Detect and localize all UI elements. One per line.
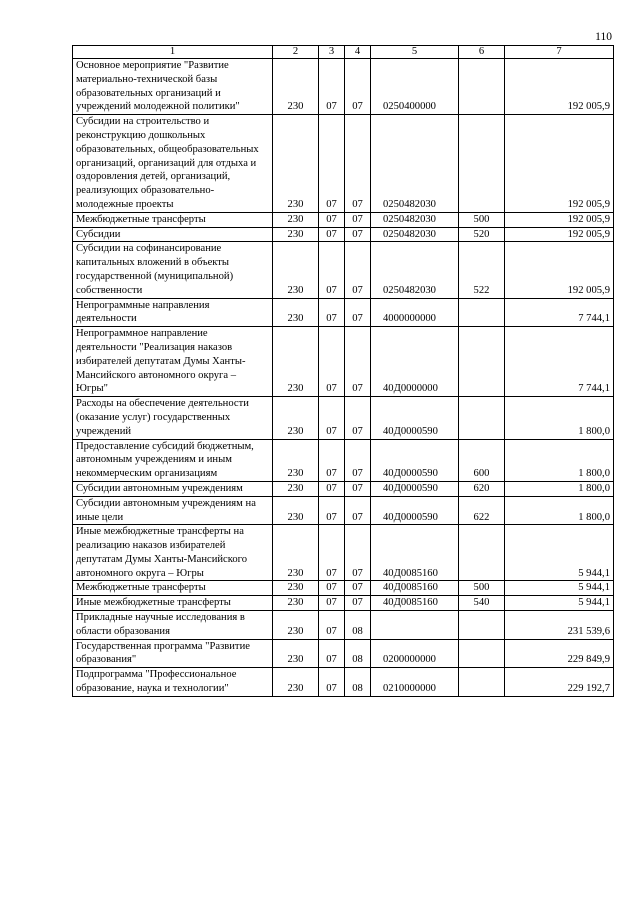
row-section-cell: 07 bbox=[319, 596, 345, 611]
header-cell: 3 bbox=[319, 46, 345, 59]
row-grbs-cell: 230 bbox=[273, 525, 319, 581]
row-expense-type-cell: 522 bbox=[459, 242, 505, 298]
row-target-article-cell: 0250482030 bbox=[371, 242, 459, 298]
row-expense-type-cell bbox=[459, 327, 505, 397]
row-name-cell: Предоставление субсидий бюджетным, автономным учреждениям и иным некоммерческим организациям bbox=[73, 439, 273, 481]
row-subsection-cell: 07 bbox=[345, 581, 371, 596]
table-row bbox=[73, 242, 614, 298]
row-name-cell: Расходы на обеспечение деятельности (оказание услуг) государственных учреждений bbox=[73, 397, 273, 439]
table-row bbox=[73, 481, 614, 496]
row-grbs-cell: 230 bbox=[273, 115, 319, 213]
row-expense-type-cell: 500 bbox=[459, 581, 505, 596]
row-subsection-cell: 07 bbox=[345, 596, 371, 611]
row-subsection-cell: 07 bbox=[345, 481, 371, 496]
row-amount-cell: 192 005,9 bbox=[505, 242, 614, 298]
row-name-cell: Межбюджетные трансферты bbox=[73, 581, 273, 596]
row-amount-cell: 192 005,9 bbox=[505, 227, 614, 242]
row-expense-type-cell bbox=[459, 525, 505, 581]
row-target-article-cell bbox=[371, 611, 459, 640]
row-expense-type-cell: 620 bbox=[459, 481, 505, 496]
row-name-cell: Субсидии bbox=[73, 227, 273, 242]
table-row bbox=[73, 496, 614, 525]
row-name-cell: Непрограммное направление деятельности "Реализация наказов избирателей депутатам Думы Ханты-Мансийского автономного округа – Югры" bbox=[73, 327, 273, 397]
row-name-cell: Государственная программа "Развитие образования" bbox=[73, 639, 273, 668]
table-header-row bbox=[73, 46, 614, 59]
budget-table bbox=[72, 45, 614, 697]
row-expense-type-cell bbox=[459, 59, 505, 115]
row-section-cell: 07 bbox=[319, 668, 345, 697]
row-section-cell: 07 bbox=[319, 581, 345, 596]
header-cell: 5 bbox=[371, 46, 459, 59]
row-name-cell: Непрограммные направления деятельности bbox=[73, 298, 273, 327]
row-grbs-cell: 230 bbox=[273, 397, 319, 439]
table-row bbox=[73, 525, 614, 581]
row-target-article-cell: 0210000000 bbox=[371, 668, 459, 697]
row-grbs-cell: 230 bbox=[273, 668, 319, 697]
row-name-cell: Субсидии автономным учреждениям bbox=[73, 481, 273, 496]
row-section-cell: 07 bbox=[319, 227, 345, 242]
table-row bbox=[73, 59, 614, 115]
header-cell: 6 bbox=[459, 46, 505, 59]
row-grbs-cell: 230 bbox=[273, 59, 319, 115]
table-row bbox=[73, 212, 614, 227]
row-name-cell: Основное мероприятие "Развитие материально-технической базы образовательных организаций и учреждений молодежной политики" bbox=[73, 59, 273, 115]
row-section-cell: 07 bbox=[319, 639, 345, 668]
row-section-cell: 07 bbox=[319, 115, 345, 213]
row-grbs-cell: 230 bbox=[273, 298, 319, 327]
row-target-article-cell: 0250482030 bbox=[371, 212, 459, 227]
table-row bbox=[73, 668, 614, 697]
row-name-cell: Субсидии автономным учреждениям на иные цели bbox=[73, 496, 273, 525]
row-grbs-cell: 230 bbox=[273, 496, 319, 525]
row-name-cell: Иные межбюджетные трансферты на реализацию наказов избирателей депутатам Думы Ханты-Мансийского автономного округа – Югры bbox=[73, 525, 273, 581]
row-grbs-cell: 230 bbox=[273, 481, 319, 496]
row-amount-cell: 5 944,1 bbox=[505, 581, 614, 596]
row-grbs-cell: 230 bbox=[273, 212, 319, 227]
header-cell: 4 bbox=[345, 46, 371, 59]
row-subsection-cell: 07 bbox=[345, 496, 371, 525]
row-amount-cell: 192 005,9 bbox=[505, 59, 614, 115]
row-expense-type-cell bbox=[459, 115, 505, 213]
row-target-article-cell: 0250482030 bbox=[371, 115, 459, 213]
row-amount-cell: 1 800,0 bbox=[505, 496, 614, 525]
row-grbs-cell: 230 bbox=[273, 611, 319, 640]
header-cell: 7 bbox=[505, 46, 614, 59]
row-expense-type-cell: 600 bbox=[459, 439, 505, 481]
row-expense-type-cell: 540 bbox=[459, 596, 505, 611]
row-grbs-cell: 230 bbox=[273, 227, 319, 242]
row-amount-cell: 5 944,1 bbox=[505, 525, 614, 581]
row-subsection-cell: 08 bbox=[345, 668, 371, 697]
row-target-article-cell: 40Д0085160 bbox=[371, 581, 459, 596]
table-row bbox=[73, 115, 614, 213]
row-grbs-cell: 230 bbox=[273, 327, 319, 397]
row-expense-type-cell bbox=[459, 611, 505, 640]
row-section-cell: 07 bbox=[319, 327, 345, 397]
table-row bbox=[73, 298, 614, 327]
row-grbs-cell: 230 bbox=[273, 639, 319, 668]
row-amount-cell: 229 849,9 bbox=[505, 639, 614, 668]
row-expense-type-cell: 622 bbox=[459, 496, 505, 525]
row-grbs-cell: 230 bbox=[273, 596, 319, 611]
row-amount-cell: 5 944,1 bbox=[505, 596, 614, 611]
row-subsection-cell: 07 bbox=[345, 439, 371, 481]
row-amount-cell: 1 800,0 bbox=[505, 397, 614, 439]
row-expense-type-cell bbox=[459, 668, 505, 697]
table-row bbox=[73, 397, 614, 439]
row-subsection-cell: 08 bbox=[345, 639, 371, 668]
row-name-cell: Субсидии на софинансирование капитальных вложений в объекты государственной (муниципальной) собственности bbox=[73, 242, 273, 298]
row-section-cell: 07 bbox=[319, 212, 345, 227]
row-grbs-cell: 230 bbox=[273, 581, 319, 596]
row-section-cell: 07 bbox=[319, 59, 345, 115]
row-subsection-cell: 07 bbox=[345, 327, 371, 397]
row-target-article-cell: 40Д0000590 bbox=[371, 496, 459, 525]
row-amount-cell: 1 800,0 bbox=[505, 481, 614, 496]
table-row bbox=[73, 596, 614, 611]
row-subsection-cell: 07 bbox=[345, 397, 371, 439]
row-section-cell: 07 bbox=[319, 242, 345, 298]
row-name-cell: Субсидии на строительство и реконструкцию дошкольных образовательных, общеобразовательных организаций, организаций для отдыха и оздоровления детей, организаций, реализующих образовательно-молодежные проекты bbox=[73, 115, 273, 213]
row-name-cell: Прикладные научные исследования в области образования bbox=[73, 611, 273, 640]
row-name-cell: Межбюджетные трансферты bbox=[73, 212, 273, 227]
row-subsection-cell: 07 bbox=[345, 59, 371, 115]
table-row bbox=[73, 611, 614, 640]
row-subsection-cell: 07 bbox=[345, 242, 371, 298]
row-target-article-cell: 40Д0000000 bbox=[371, 327, 459, 397]
table-row bbox=[73, 327, 614, 397]
row-target-article-cell: 40Д0085160 bbox=[371, 525, 459, 581]
row-name-cell: Подпрограмма "Профессиональное образование, наука и технологии" bbox=[73, 668, 273, 697]
row-subsection-cell: 07 bbox=[345, 525, 371, 581]
row-section-cell: 07 bbox=[319, 525, 345, 581]
row-amount-cell: 229 192,7 bbox=[505, 668, 614, 697]
row-subsection-cell: 07 bbox=[345, 115, 371, 213]
header-cell: 1 bbox=[73, 46, 273, 59]
row-expense-type-cell: 500 bbox=[459, 212, 505, 227]
row-section-cell: 07 bbox=[319, 611, 345, 640]
row-section-cell: 07 bbox=[319, 439, 345, 481]
row-grbs-cell: 230 bbox=[273, 242, 319, 298]
row-amount-cell: 192 005,9 bbox=[505, 115, 614, 213]
table-row bbox=[73, 227, 614, 242]
row-amount-cell: 231 539,6 bbox=[505, 611, 614, 640]
page-number: 110 bbox=[595, 31, 612, 43]
table-row bbox=[73, 639, 614, 668]
row-section-cell: 07 bbox=[319, 481, 345, 496]
row-subsection-cell: 07 bbox=[345, 212, 371, 227]
row-section-cell: 07 bbox=[319, 397, 345, 439]
row-grbs-cell: 230 bbox=[273, 439, 319, 481]
header-cell: 2 bbox=[273, 46, 319, 59]
row-expense-type-cell bbox=[459, 639, 505, 668]
row-subsection-cell: 07 bbox=[345, 298, 371, 327]
row-subsection-cell: 07 bbox=[345, 227, 371, 242]
row-target-article-cell: 0200000000 bbox=[371, 639, 459, 668]
row-target-article-cell: 40Д0000590 bbox=[371, 397, 459, 439]
row-amount-cell: 1 800,0 bbox=[505, 439, 614, 481]
row-section-cell: 07 bbox=[319, 298, 345, 327]
row-target-article-cell: 0250482030 bbox=[371, 227, 459, 242]
row-expense-type-cell bbox=[459, 397, 505, 439]
row-expense-type-cell bbox=[459, 298, 505, 327]
row-target-article-cell: 0250400000 bbox=[371, 59, 459, 115]
row-target-article-cell: 4000000000 bbox=[371, 298, 459, 327]
table-row bbox=[73, 439, 614, 481]
row-name-cell: Иные межбюджетные трансферты bbox=[73, 596, 273, 611]
row-expense-type-cell: 520 bbox=[459, 227, 505, 242]
row-target-article-cell: 40Д0085160 bbox=[371, 596, 459, 611]
table-row bbox=[73, 581, 614, 596]
row-amount-cell: 192 005,9 bbox=[505, 212, 614, 227]
row-target-article-cell: 40Д0000590 bbox=[371, 481, 459, 496]
row-subsection-cell: 08 bbox=[345, 611, 371, 640]
table-body bbox=[73, 59, 614, 697]
row-target-article-cell: 40Д0000590 bbox=[371, 439, 459, 481]
row-amount-cell: 7 744,1 bbox=[505, 327, 614, 397]
row-section-cell: 07 bbox=[319, 496, 345, 525]
row-amount-cell: 7 744,1 bbox=[505, 298, 614, 327]
